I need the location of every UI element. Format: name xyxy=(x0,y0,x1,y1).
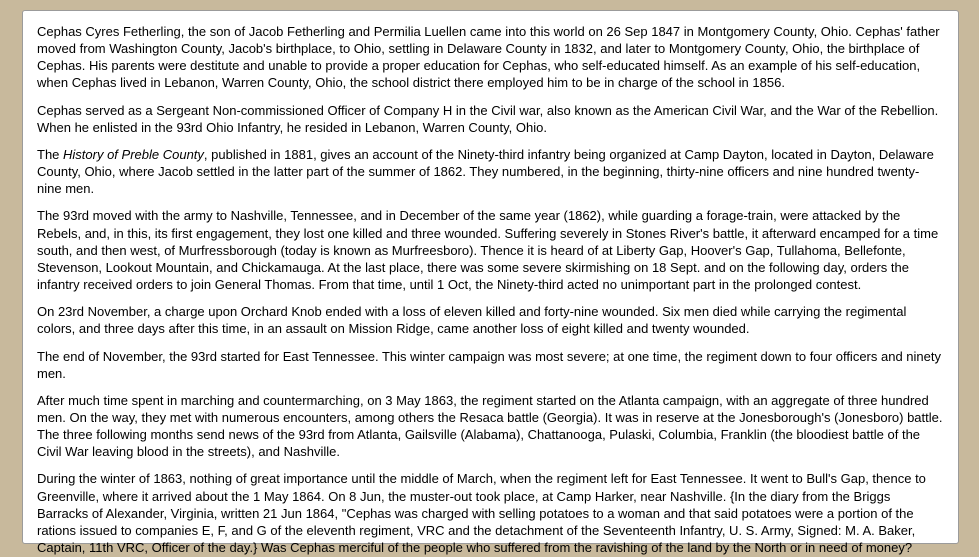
paragraph-history-preble-county xyxy=(37,146,943,197)
document-panel xyxy=(22,10,959,556)
paragraph-text: , published in 1881, gives an account of the Ninety-third infantry being organized at Camp Dayton, located in Dayton, Delaware County, Ohio, where Jacob settled in the latter part of the summer of 1862. They numbered, in the beginning, thirty-nine officers and nine hundred twenty-nine men. xyxy=(37,146,934,197)
paragraph-civil-war-service xyxy=(37,102,943,136)
paragraph-text: The 93rd moved with the army to Nashville, Tennessee, and in December of the same year (1862), while guarding a forage-train, were attacked by the Rebels, and, in this, its first engagement, they lost one killed and three wounded. Suffering severely in Stones River's battle, it afterward encamped for a time south, and then west, of Murfressborough (today is known as Murfreesboro). Thence it is heard of at Liberty Gap, Hoover's Gap, Tullahoma, Bellefonte, Stevenson, Lookout Mountain, and Chickamauga. At the last place, there was some severe skirmishing on 18 Sept. and on the following day, orders the infantry received orders to join General Thomas. From that time, until 1 Oct, the Ninety-third acted no unimportant part in the prolonged contest. xyxy=(37,208,939,293)
paragraph-atlanta-campaign xyxy=(37,392,943,461)
paragraph-text: Cephas Cyres Fetherling, the son of Jacob Fetherling and Permilia Luellen came into this world on 26 Sep 1847 in Montgomery County, Ohio. Cephas' father moved from Washington County, Jacob's birthplace, to Ohio, settling in Delaware County in 1832, and later to Montgomery County, Ohio, the birthplace of Cephas. His parents were destitute and unable to provide a proper education for Cephas, who self-educated himself. As an example of his self-education, when Cephas lived in Lebanon, Warren County, Ohio, the school district there employed him to be in charge of the school in 1856. xyxy=(37,24,940,91)
paragraph-east-tennessee xyxy=(37,348,943,382)
paragraph-text: On 23rd November, a charge upon Orchard Knob ended with a loss of eleven killed and forty-nine wounded. Six men died while carrying the regimental colors, and three days after this time, in an assault on Mission Ridge, came another loss of eight killed and twenty wounded. xyxy=(37,304,907,337)
book-title: History of Preble County xyxy=(63,146,204,162)
paragraph-text: After much time spent in marching and countermarching, on 3 May 1863, the regiment started on the Atlanta campaign, with an aggregate of three hundred men. On the way, they met with numerous encounters, among others the Resaca battle (Georgia). It was in reserve at the Jonesborough's (Jonesboro) battle. The three following months send news of the 93rd from Atlanta, Gailsville (Alabama), Chattanooga, Pulaski, Columbia, Franklin (the bloodiest battle of the Civil War leaving blood in the streets), and Nashville. xyxy=(37,392,943,460)
paragraph-text: Cephas served as a Sergeant Non-commissioned Officer of Company H in the Civil war, also known as the American Civil War, and the War of the Rebellion. When he enlisted in the 93rd Ohio Infantry, he resided in Lebanon, Warren County, Ohio. xyxy=(37,102,939,135)
paragraph-nashville-campaign xyxy=(37,207,943,293)
paragraph-text: The xyxy=(37,146,64,162)
paragraph-biography-birth xyxy=(37,23,943,92)
paragraph-text: The end of November, the 93rd started for East Tennessee. This winter campaign was most severe; at one time, the regiment down to four officers and ninety men. xyxy=(37,348,941,381)
paragraph-muster-out xyxy=(37,470,943,556)
paragraph-text: During the winter of 1863, nothing of great importance until the middle of March, when the regiment left for East Tennessee. It went to Bull's Gap, thence to Greenville, where it arrived about the 1 May 1864. On 8 Jun, the muster-out took place, at Camp Harker, near Nashville. {In the diary from the Briggs Barracks of Alexander, Virginia, written 21 Jun 1864, "Cephas was charged with selling potatoes to a woman and that said potatoes were a portion of the rations issued to companies E, F, and G of the eleventh regiment, VRC and the detachment of the Seventeenth Infantry, U. S. Army, Signed: M. A. Baker, Captain, 11th VRC, Officer of the day.} Was Cephas merciful of the people who suffered from the ravishing of the land by the North or in need of money? xyxy=(37,471,926,556)
paragraph-orchard-knob xyxy=(37,303,943,337)
